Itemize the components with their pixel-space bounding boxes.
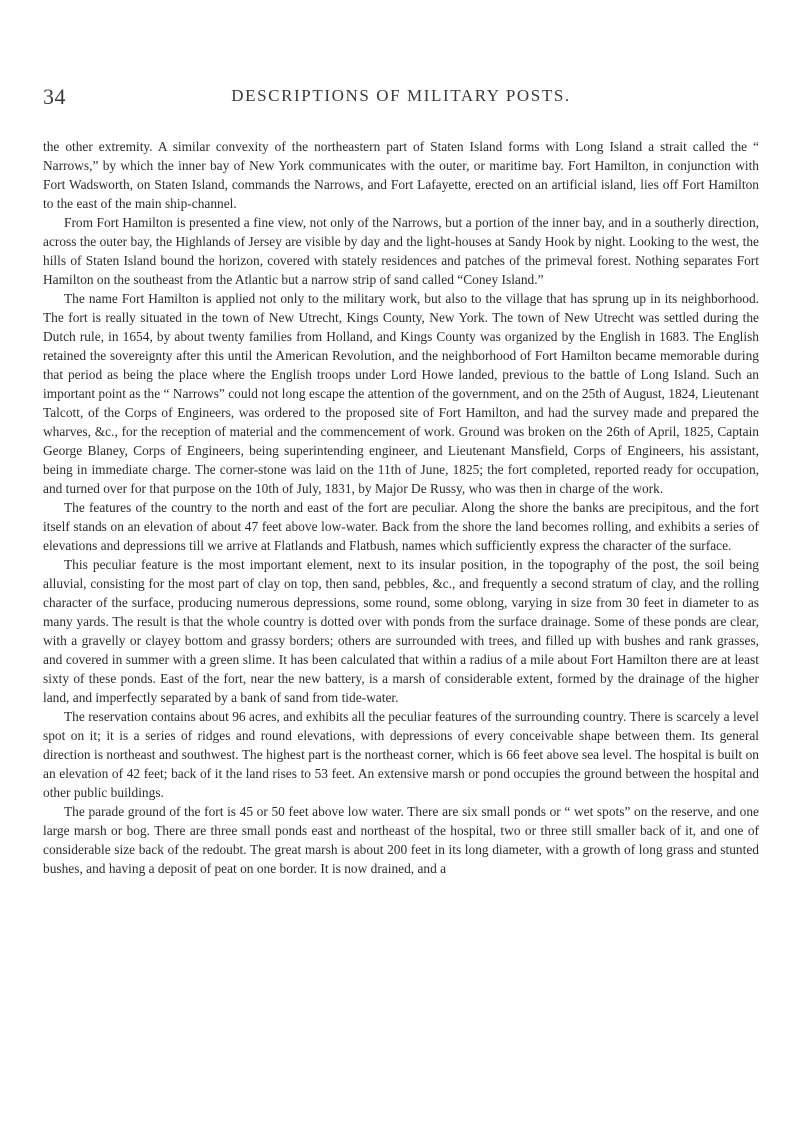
- paragraph-reservation: The reservation contains about 96 acres, and exhibits all the peculiar features of the surrounding country. There is scarcely a level spot on it; it is a series of ridges and round elevations, with depressions of every conceivable shape between them. Its general direction is northeast and southwest. The highest part is the northeast corner, which is 66 feet above sea level. The hospital is built on an elevation of 42 feet; back of it the land rises to 53 feet. An extensive marsh or pond occupies the ground between the hospital and other public buildings.: [43, 709, 759, 800]
- body-text: [43, 137, 759, 878]
- paragraph-continued: the other extremity. A similar convexity of the northeastern part of Staten Island forms with Long Island a strait called the “ Narrows,” by which the inner bay of New York communicates with the outer, or maritime bay. Fort Hamilton, in conjunction with Fort Wadsworth, on Staten Island, commands the Narrows, and Fort Lafayette, erected on an artificial island, lies off Fort Hamilton to the east of the main ship-channel.: [43, 139, 759, 211]
- page-number: 34: [43, 84, 66, 109]
- paragraph-parade-ground: The parade ground of the fort is 45 or 50 feet above low water. There are six small ponds or “ wet spots” on the reserve, and one large marsh or bog. There are three small ponds east and northeast of the hospital, two or three still smaller back of it, and one of considerable size back of the redoubt. The great marsh is about 200 feet in its long diameter, with a growth of long grass and stunted bushes, and having a deposit of peat on one border. It is now drained, and a: [43, 804, 759, 876]
- paragraph-features: The features of the country to the north and east of the fort are peculiar. Along the shore the banks are precipitous, and the fort itself stands on an elevation of about 47 feet above low-water. Back from the shore the land becomes rolling, and exhibits a series of elevations and depressions till we arrive at Flatlands and Flatbush, names which sufficiently express the character of the surface.: [43, 500, 759, 553]
- paragraph-history: The name Fort Hamilton is applied not only to the military work, but also to the village that has sprung up in its neighborhood. The fort is really situated in the town of New Utrecht, Kings County, New York. The town of New Utrecht was settled during the Dutch rule, in 1654, by about twenty families from Holland, and Kings County was organized by the English in 1683. The English retained the sovereignty after this until the American Revolution, and the neighborhood of Fort Hamilton became memorable during that period as being the place where the English troops under Lord Howe landed, previous to the battle of Long Island. Such an important point as the “ Narrows” could not long escape the attention of the government, and on the 25th of August, 1824, Lieutenant Talcott, of the Corps of Engineers, was ordered to the proposed site of Fort Hamilton, and had the survey made and prepared the wharves, &c., for the reception of material and the commencement of work. Ground was broken on the 26th of April, 1825, Captain George Blaney, Corps of Engineers, being superintending engineer, and Lieutenant Mansfield, Corps of Engineers, his assistant, being in immediate charge. The corner-stone was laid on the 11th of June, 1825; the fort completed, reported ready for occupation, and turned over for that purpose on the 10th of July, 1831, by Major De Russy, who was then in charge of the work.: [43, 291, 759, 496]
- paragraph-view: From Fort Hamilton is presented a fine view, not only of the Narrows, but a portion of the inner bay, and in a southerly direction, across the outer bay, the Highlands of Jersey are visible by day and the light-houses at Sandy Hook by night. Looking to the west, the hills of Staten Island bound the horizon, covered with stately residences and patches of the primeval forest. Nothing separates Fort Hamilton on the southeast from the Atlantic but a narrow strip of sand called “Coney Island.”: [43, 215, 759, 287]
- running-head: [43, 84, 759, 114]
- paragraph-topography: This peculiar feature is the most important element, next to its insular position, in the topography of the post, the soil being alluvial, consisting for the most part of clay on top, then sand, pebbles, &c., and frequently a second stratum of clay, and the rolling character of the surface, producing numerous depressions, some round, some oblong, varying in size from 30 feet in diameter to as many yards. The result is that the whole country is dotted over with ponds from the surface drainage. Some of these ponds are clear, with a gravelly or clayey bottom and grassy borders; others are surrounded with trees, and filled up with bushes and rank grasses, and covered in summer with a green slime. It has been calculated that within a radius of a mile about Fort Hamilton there are at least sixty of these ponds. East of the fort, near the new battery, is a marsh of considerable extent, formed by the drainage of the higher land, and imperfectly separated by a bank of sand from tide-water.: [43, 557, 759, 705]
- running-title: DESCRIPTIONS OF MILITARY POSTS.: [231, 86, 571, 105]
